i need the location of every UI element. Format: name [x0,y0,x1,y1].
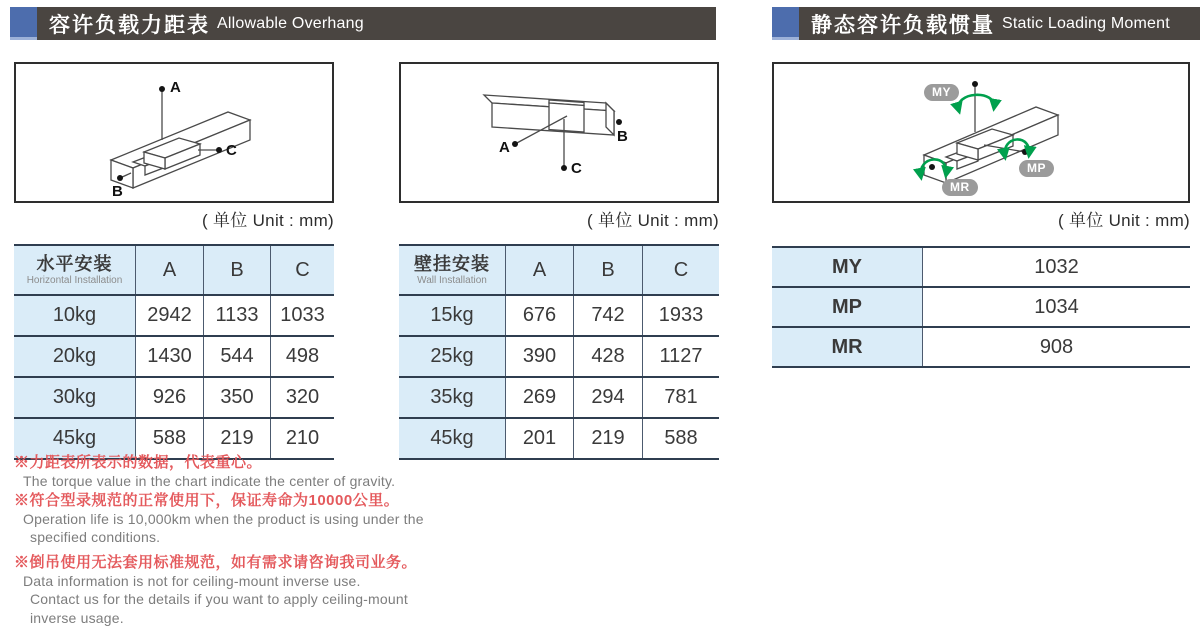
value-cell: 1133 [203,296,270,335]
footnote-zh: ※符合型录规范的正常使用下，保证寿命为10000公里。 [14,491,400,509]
value-cell: 219 [203,419,270,458]
moment-label-cell: MY [772,248,922,286]
point-c-label: C [226,142,237,159]
section-title-en: Allowable Overhang [217,14,364,32]
load-cell: 10kg [14,296,135,335]
header-accent-square [10,7,37,40]
section-title-en: Static Loading Moment [1002,14,1170,32]
value-cell: 210 [270,419,334,458]
load-cell: 20kg [14,337,135,376]
table-row [14,296,334,337]
actuator-isometric-drawing [401,64,717,201]
point-a-label: A [170,79,181,96]
table-header-row [14,246,334,296]
moment-value-cell: 1034 [922,288,1190,326]
moment-label-cell: MR [772,328,922,366]
table-row [14,337,334,378]
moment-value-cell: 1032 [922,248,1190,286]
header-accent-square [772,7,799,40]
static-moment-axes-diagram [772,62,1190,203]
footnote-zh: ※力距表所表示的数据，代表重心。 [14,454,263,471]
table-header-title [399,246,505,294]
table-row [772,288,1190,328]
value-cell: 588 [135,419,203,458]
my-axis-badge: MY [924,84,959,101]
value-cell: 428 [573,337,642,376]
load-cell: 45kg [14,419,135,458]
static-moment-table [772,246,1190,368]
horizontal-installation-table [14,244,334,460]
table-row [399,378,719,419]
section-title-zh: 静态容许负载惯量 [811,13,995,37]
unit-label: ( 单位 Unit : mm) [587,211,719,230]
table-header-row [399,246,719,296]
column-header-b: B [573,246,642,294]
value-cell: 926 [135,378,203,417]
load-cell: 35kg [399,378,505,417]
mr-axis-badge: MR [942,179,978,196]
moment-label-cell: MP [772,288,922,326]
footnotes [14,453,534,627]
footnote-en: Contact us for the details if you want to apply ceiling-mount [30,591,408,607]
column-header-c: C [270,246,334,294]
value-cell: 201 [505,419,573,458]
point-b-label: B [617,128,628,145]
load-cell: 30kg [14,378,135,417]
footnote-en: The torque value in the chart indicate the center of gravity. [23,473,396,489]
value-cell: 390 [505,337,573,376]
load-cell: 25kg [399,337,505,376]
header-en: Horizontal Installation [26,274,123,286]
moment-value-cell: 908 [922,328,1190,366]
value-cell: 498 [270,337,334,376]
point-b-label: B [112,183,123,200]
mp-axis-badge: MP [1019,160,1054,177]
value-cell: 781 [642,378,719,417]
table-row [399,337,719,378]
value-cell: 742 [573,296,642,335]
footnote-en: Data information is not for ceiling-mount inverse use. [23,572,361,589]
point-c-label: C [571,160,582,177]
table-row [772,328,1190,368]
wall-installation-diagram [399,62,719,203]
footnote-en: inverse usage. [30,609,124,626]
footnote-zh: ※倒吊使用无法套用标准规范，如有需求请咨询我司业务。 [14,553,418,571]
value-cell: 1127 [642,337,719,376]
value-cell: 588 [642,419,719,458]
load-cell: 15kg [399,296,505,335]
header-zh: 水平安装 [36,253,113,274]
column-header-a: A [135,246,203,294]
footnote-en: specified conditions. [30,529,161,545]
actuator-moment-drawing [774,64,1188,201]
footnote [14,491,534,547]
value-cell: 676 [505,296,573,335]
table-row [399,296,719,337]
section-title-zh: 容许负载力距表 [49,13,210,37]
table-row [14,378,334,419]
value-cell: 1430 [135,337,203,376]
table-header-title [14,246,135,294]
column-header-b: B [203,246,270,294]
value-cell: 294 [573,378,642,417]
unit-label: ( 单位 Unit : mm) [1058,211,1190,230]
column-header-a: A [505,246,573,294]
value-cell: 320 [270,378,334,417]
column-header-c: C [642,246,719,294]
table-row [772,248,1190,288]
value-cell: 350 [203,378,270,417]
unit-label: ( 单位 Unit : mm) [202,211,334,230]
value-cell: 1933 [642,296,719,335]
footnote-en: Operation life is 10,000km when the product is using under the [23,510,424,527]
load-cell: 45kg [399,419,505,458]
header-en: Wall Installation [417,274,487,286]
value-cell: 269 [505,378,573,417]
value-cell: 1033 [270,296,334,335]
footnote [14,453,534,491]
section-header-allowable-overhang [10,7,716,40]
header-zh: 壁挂安装 [414,253,490,274]
horizontal-installation-diagram [14,62,334,203]
footnote [14,553,534,628]
value-cell: 544 [203,337,270,376]
point-a-label: A [499,139,510,156]
section-header-static-loading-moment [772,7,1200,40]
wall-installation-table [399,244,719,460]
value-cell: 219 [573,419,642,458]
value-cell: 2942 [135,296,203,335]
